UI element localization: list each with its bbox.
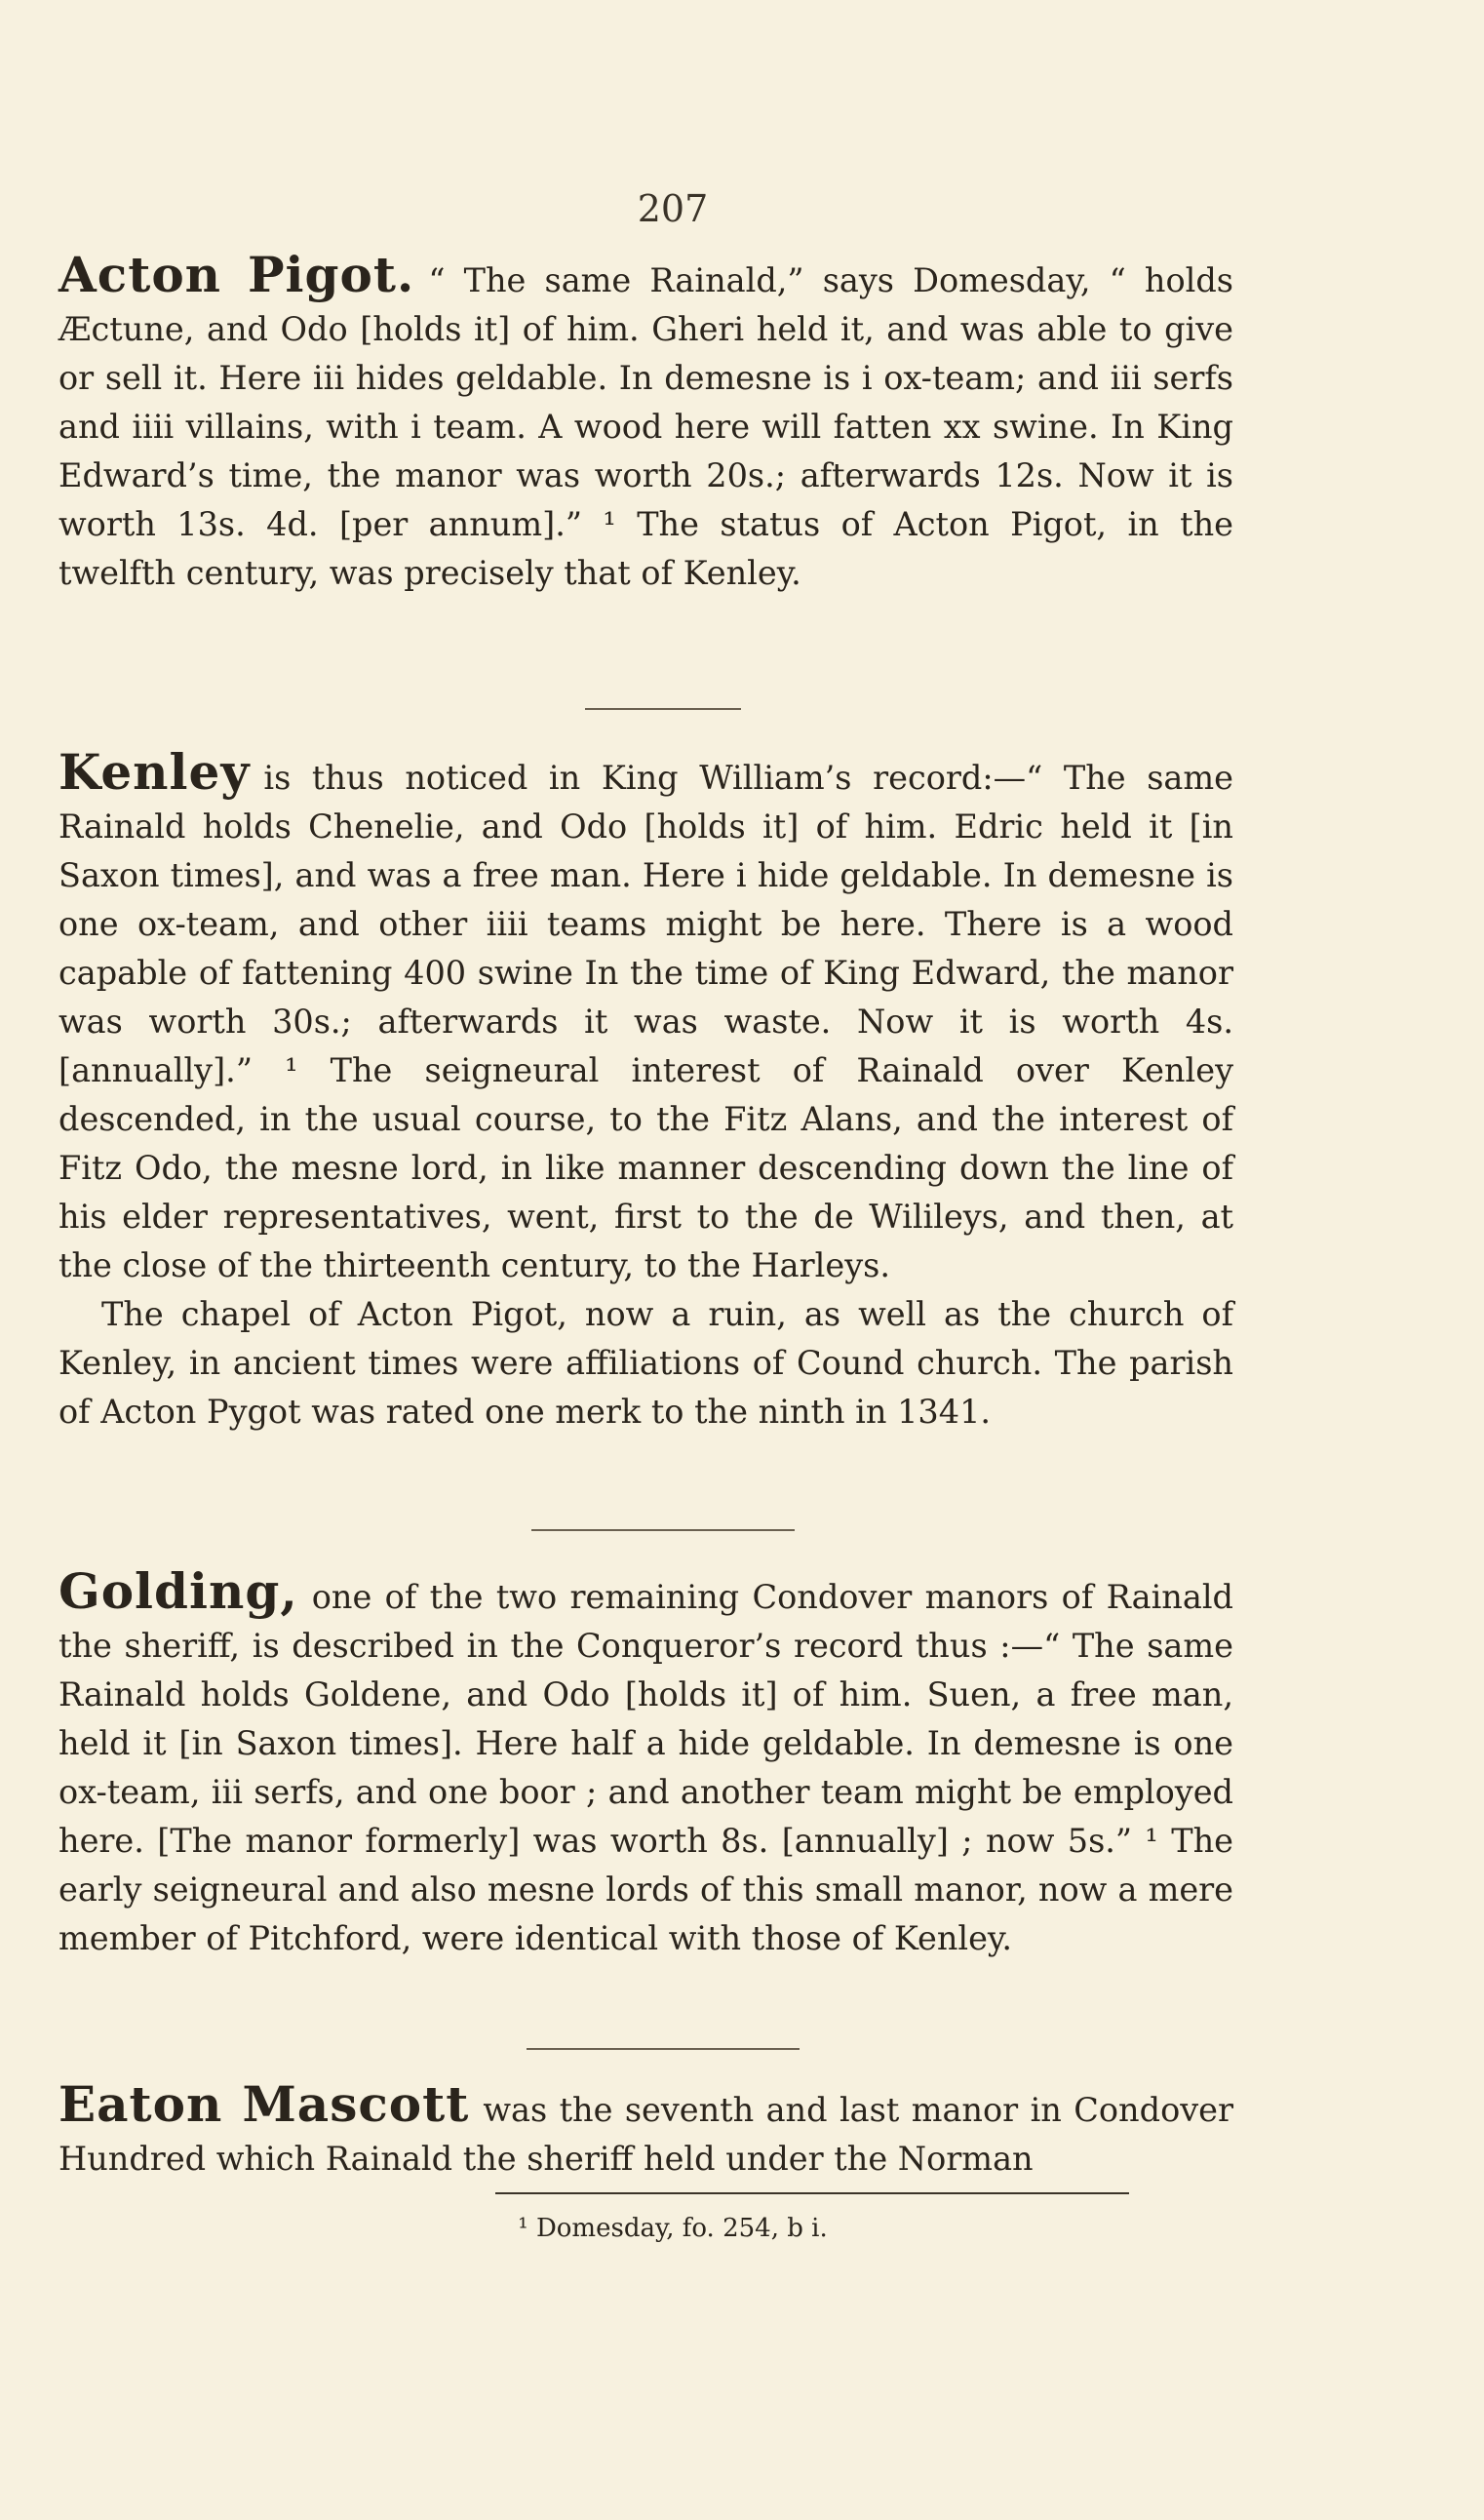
section-golding [59,1562,1233,1963]
section-eaton-mascott [59,2075,1234,2184]
section-text: “ The same Rainald,” says Domesday, “ holds Æctune, and Odo [holds it] of him. Gheri held it, and was able to give or sell it. Here iii hides geldable. In demesne is i ox-team; and iii serfs and iiii villains, with i team. A wood here will fatten xx swine. In King Edward’s time, the manor was worth 20s.; afterwards 12s. Now it is worth 13s. 4d. [per annum].” ¹ The status of Acton Pigot, in the twelfth century, was precisely that of Kenley. [59,261,1233,592]
section-paragraph: The chapel of Acton Pigot, now a ruin, as well as the church of Kenley, in ancient times were affiliations of Cound church. The parish of Acton Pygot was rated one merk to the ninth in 1341. [59,1295,1233,1431]
section-divider [585,708,741,710]
section-heading: Acton Pigot. [59,246,415,303]
section-text: was the seventh and last manor in Condover Hundred which Rainald the sheriff held under the Norman [59,2091,1234,2178]
section-kenley [59,743,1233,1437]
footnote: ¹ Domesday, fo. 254, b i. [518,2214,828,2243]
section-text: one of the two remaining Condover manors of Rainald the sheriff, is described in the Conqueror’s record thus :—“ The same Rainald holds Goldene, and Odo [holds it] of him. Suen, a free man, held it [in Saxon times]. Here half a hide geldable. In demesne is one ox-team, iii serfs, and one boor ; and another team might be employed here. [The manor formerly] was worth 8s. [annually] ; now 5s.” ¹ The early seigneural and also mesne lords of this small manor, now a mere member of Pitchford, were identical with those of Kenley. [59,1578,1233,1957]
footnote-rule [495,2192,1129,2194]
section-acton-pigot [59,246,1233,598]
section-heading: Golding, [59,1562,298,1620]
section-text: is thus noticed in King William’s record:—“ The same Rainald holds Chenelie, and Odo [holds it] of him. Edric held it [in Saxon times], and was a free man. Here i hide geldable. In demesne is one ox-team, and other iiii teams might be here. There is a wood capable of fattening 400 swine In the time of King Edward, the manor was worth 30s.; afterwards it was waste. Now it is worth 4s. [annually].” ¹ The seigneural interest of Rainald over Kenley descended, in the usual course, to the Fitz Alans, and the interest of Fitz Odo, the mesne lord, in like manner descending down the line of his elder representatives, went, first to the de Wilileys, and then, at the close of the thirteenth century, to the Harleys. [59,759,1233,1284]
section-divider [531,1529,795,1531]
section-heading: Kenley [59,743,251,801]
section-divider [527,2048,800,2050]
section-heading: Eaton Mascott [59,2075,470,2133]
page-number: 207 [637,187,709,230]
